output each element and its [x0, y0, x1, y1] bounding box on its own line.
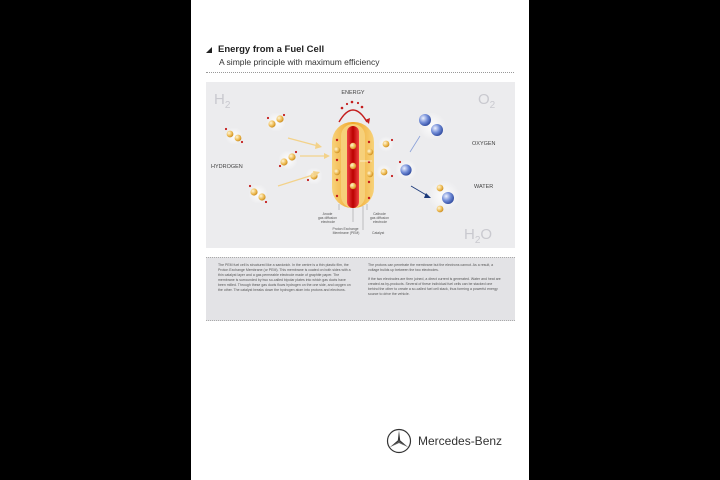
description-left-column — [218, 263, 351, 297]
header — [206, 44, 516, 67]
fuel-cell-diagram — [206, 82, 515, 248]
pem-label: Proton Exchange Membrane (PEM) — [332, 227, 360, 235]
electron-dots — [341, 101, 364, 110]
oxygen-molecules — [395, 112, 446, 181]
h2-large-label: $H_2$ — [214, 91, 231, 111]
o2-large-label: $O_2$ — [478, 91, 496, 111]
description-right-column — [368, 263, 501, 301]
water-molecules — [376, 136, 460, 212]
description-paragraph: The PEM fuel cell is structured like a sandwich. In the centre is a thin plastic film, the Proton Exchange Membrane (or PEM). This membrane is coated on both sides with a thin catalyst layer and a gas permeable electrode made of graphite paper. The membrane is surrounded by two so-called bipolar plates into which gas ducts have been milled. Through these gas ducts flows hydrogen on the one side, and oxygen on the other. The catalyst breaks down the hydrogen atom into protons and electrons. — [218, 263, 351, 292]
three-pointed-star-icon — [386, 428, 412, 454]
h2o-large-label: $H_2O$ — [464, 226, 493, 246]
page-subtitle: A simple principle with maximum efficiency — [219, 57, 380, 67]
poster-page — [191, 0, 529, 480]
energy-label: ENERGY — [341, 90, 365, 96]
water-label: WATER — [474, 184, 494, 190]
oxygen-label: OXYGEN — [472, 141, 496, 147]
description-box — [206, 257, 515, 321]
cathode-label: Cathode gas diffusion electrode — [370, 212, 390, 224]
catalyst-label: Catalyst — [372, 231, 385, 235]
energy-arc — [339, 110, 367, 122]
fuel-cell-svg — [206, 82, 515, 248]
anode-label: Anode gas diffusion electrode — [318, 212, 338, 224]
hydrogen-molecules — [225, 112, 323, 204]
triangle-bullet-icon — [206, 47, 212, 53]
brand-logo — [386, 428, 502, 454]
dotted-divider — [206, 72, 514, 73]
brand-name: Mercedes-Benz — [418, 434, 503, 448]
page-title: Energy from a Fuel Cell — [218, 44, 325, 55]
description-paragraph: If the two electrodes are then joined, a direct current is generated. Water and heat are created as by-products. Several of these individual fuel cells can be stacked one behind the other to create a so-called fuel cell stack, thus forming a powerful energy source to drive the vehicle. — [368, 277, 501, 296]
oxygen-flow-arrow — [410, 136, 420, 152]
hydrogen-label: HYDROGEN — [211, 164, 243, 170]
description-paragraph: The protons can penetrate the membrane but the electrons cannot. As a result, a voltage builds up between the two electrodes. — [368, 263, 494, 272]
